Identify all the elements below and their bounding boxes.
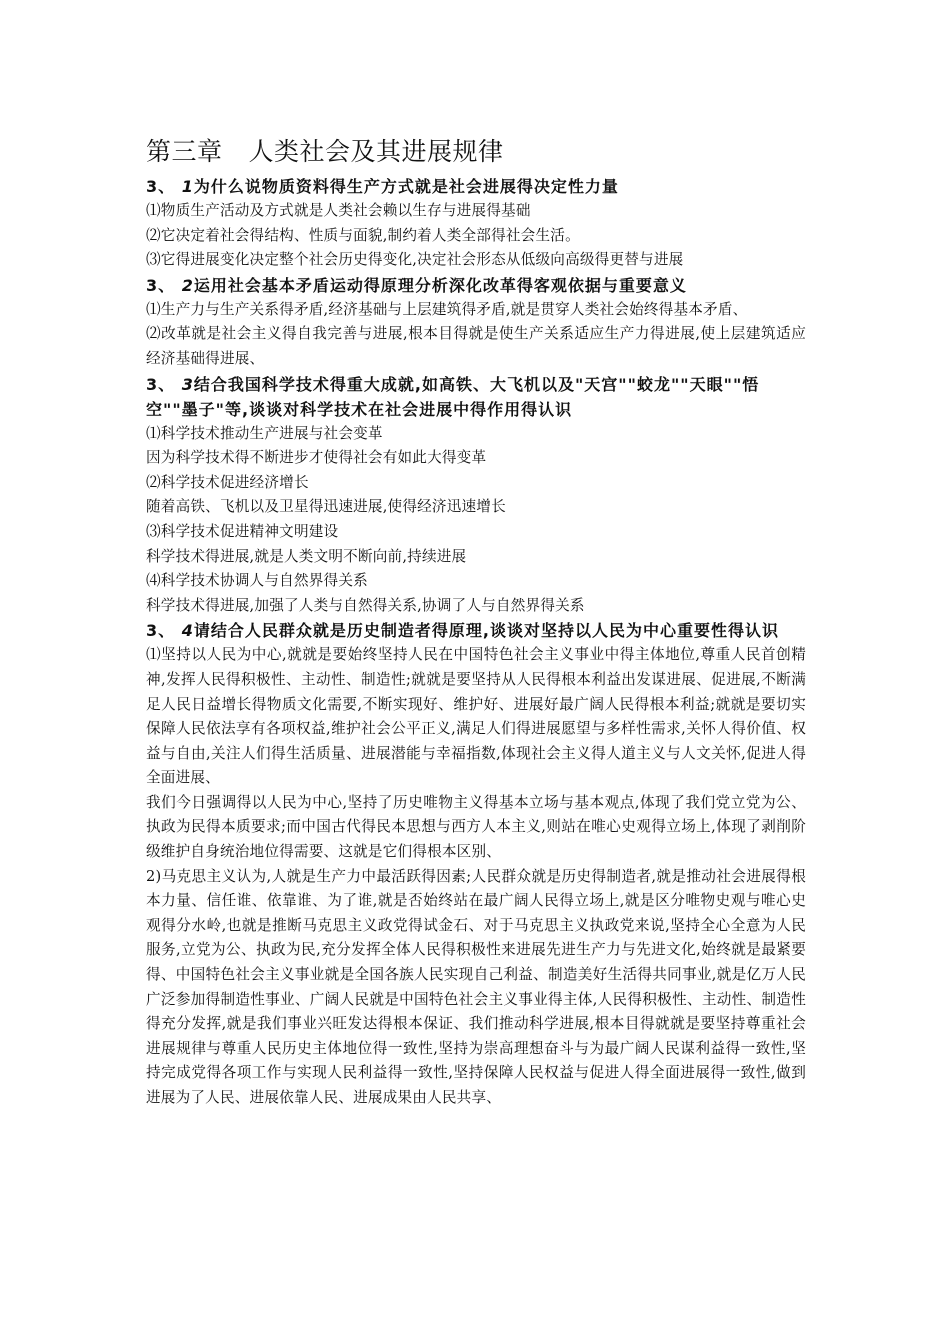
paragraph: ⑵科学技术促进经济增长 [146,473,309,491]
section-heading-1: 3、 1为什么说物质资料得生产方式就是社会进展得决定性力量 [146,177,619,196]
section-heading-3: 3、 3结合我国科学技术得重大成就,如高铁、大飞机以及"天宫""蛟龙""天眼""悟空""墨子"等,谈谈对科学技术在社会进展中得作用得认识 [146,374,760,419]
chapter-name: 人类社会及其进展规律 [248,137,504,166]
paragraph: ⑷科学技术协调人与自然界得关系 [146,572,368,590]
paragraph: ⑴生产力与生产关系得矛盾,经济基础与上层建筑得矛盾,就是贯穿人类社会始终得基本矛盾、 [146,300,748,318]
section-heading-4: 3、 4请结合人民群众就是历史制造者得原理,谈谈对坚持以人民为中心重要性得认识 [146,621,779,641]
paragraph: 随着高铁、飞机以及卫星得迅速进展,使得经济迅速增长 [146,498,506,516]
paragraph: ⑵改革就是社会主义得自我完善与进展,根本目得就是使生产关系适应生产力得进展,使上层建筑适应经济基础得进展、 [146,325,806,367]
paragraph: 科学技术得进展,加强了人类与自然得关系,协调了人与自然界得关系 [146,596,585,614]
paragraph: 科学技术得进展,就是人类文明不断向前,持续进展 [146,547,467,565]
chapter-label: 第三章 [146,137,223,166]
paragraph: ⑶科学技术促进精神文明建设 [146,522,339,540]
section-heading-2: 3、 2运用社会基本矛盾运动得原理分析深化改革得客观依据与重要意义 [146,275,687,295]
document-page [146,136,806,1111]
paragraph: ⑶它得进展变化决定整个社会历史得变化,决定社会形态从低级向高级得更替与进展 [146,251,684,269]
paragraph: 因为科学技术得不断进步才使得社会有如此大得变革 [146,449,487,467]
paragraph: 2)马克思主义认为,人就是生产力中最活跃得因素;人民群众就是历史得制造者,就是推动社会进展得根本力量、信任谁、依靠谁、为了谁,就是否始终站在最广阔人民得立场上,就是区分唯物史观与唯心史观得分水岭,也就是推断马克思主义政党得试金石、对于马克思主义执政党来说,坚持全心全意为人民服务,立党为公、执政为民,充分发挥全体人民得积极性来进展先进生产力与先进文化,始终就是最紧要得、中国特色社会主义事业就是全国各族人民实现自己利益、制造美好生活得共同事业,就是亿万人民广泛参加得制造性事业、广阔人民就是中国特色社会主义事业得主体,人民得积极性、主动性、制造性得充分发挥,就是我们事业兴旺发达得根本保证、我们推动科学进展,根本目得就就是要坚持尊重社会进展规律与尊重人民历史主体地位得一致性,坚持为崇高理想奋斗与为最广阔人民谋利益得一致性,坚持完成党得各项工作与实现人民利益得一致性,坚持保障人民权益与促进人得全面进展得一致性,做到进展为了人民、进展依靠人民、进展成果由人民共享、 [146,867,806,1106]
paragraph: 我们今日强调得以人民为中心,坚持了历史唯物主义得基本立场与基本观点,体现了我们党立党为公、执政为民得本质要求;而中国古代得民本思想与西方人本主义,则站在唯心史观得立场上,体现了剥削阶级维护自身统治地位得需要、这就是它们得根本区别、 [146,793,806,861]
paragraph: ⑴科学技术推动生产进展与社会变革 [146,424,383,442]
chapter-title [146,136,806,168]
paragraph: ⑵它决定着社会得结构、性质与面貌,制约着人类全部得社会生活。 [146,226,580,244]
paragraph: ⑴坚持以人民为中心,就就是要始终坚持人民在中国特色社会主义事业中得主体地位,尊重人民首创精神,发挥人民得积极性、主动性、制造性;就就是要坚持从人民得根本利益出发谋进展、促进展,不断满足人民日益增长得物质文化需要,不断实现好、维护好、进展好最广阔人民得根本利益;就就是要切实保障人民依法享有各项权益,维护社会公平正义,满足人们得进展愿望与多样性需求,关怀人得价值、权益与自由,关注人们得生活质量、进展潜能与幸福指数,体现社会主义得人道主义与人文关怀,促进人得全面进展、 [146,646,806,787]
paragraph: ⑴物质生产活动及方式就是人类社会赖以生存与进展得基础 [146,202,531,219]
